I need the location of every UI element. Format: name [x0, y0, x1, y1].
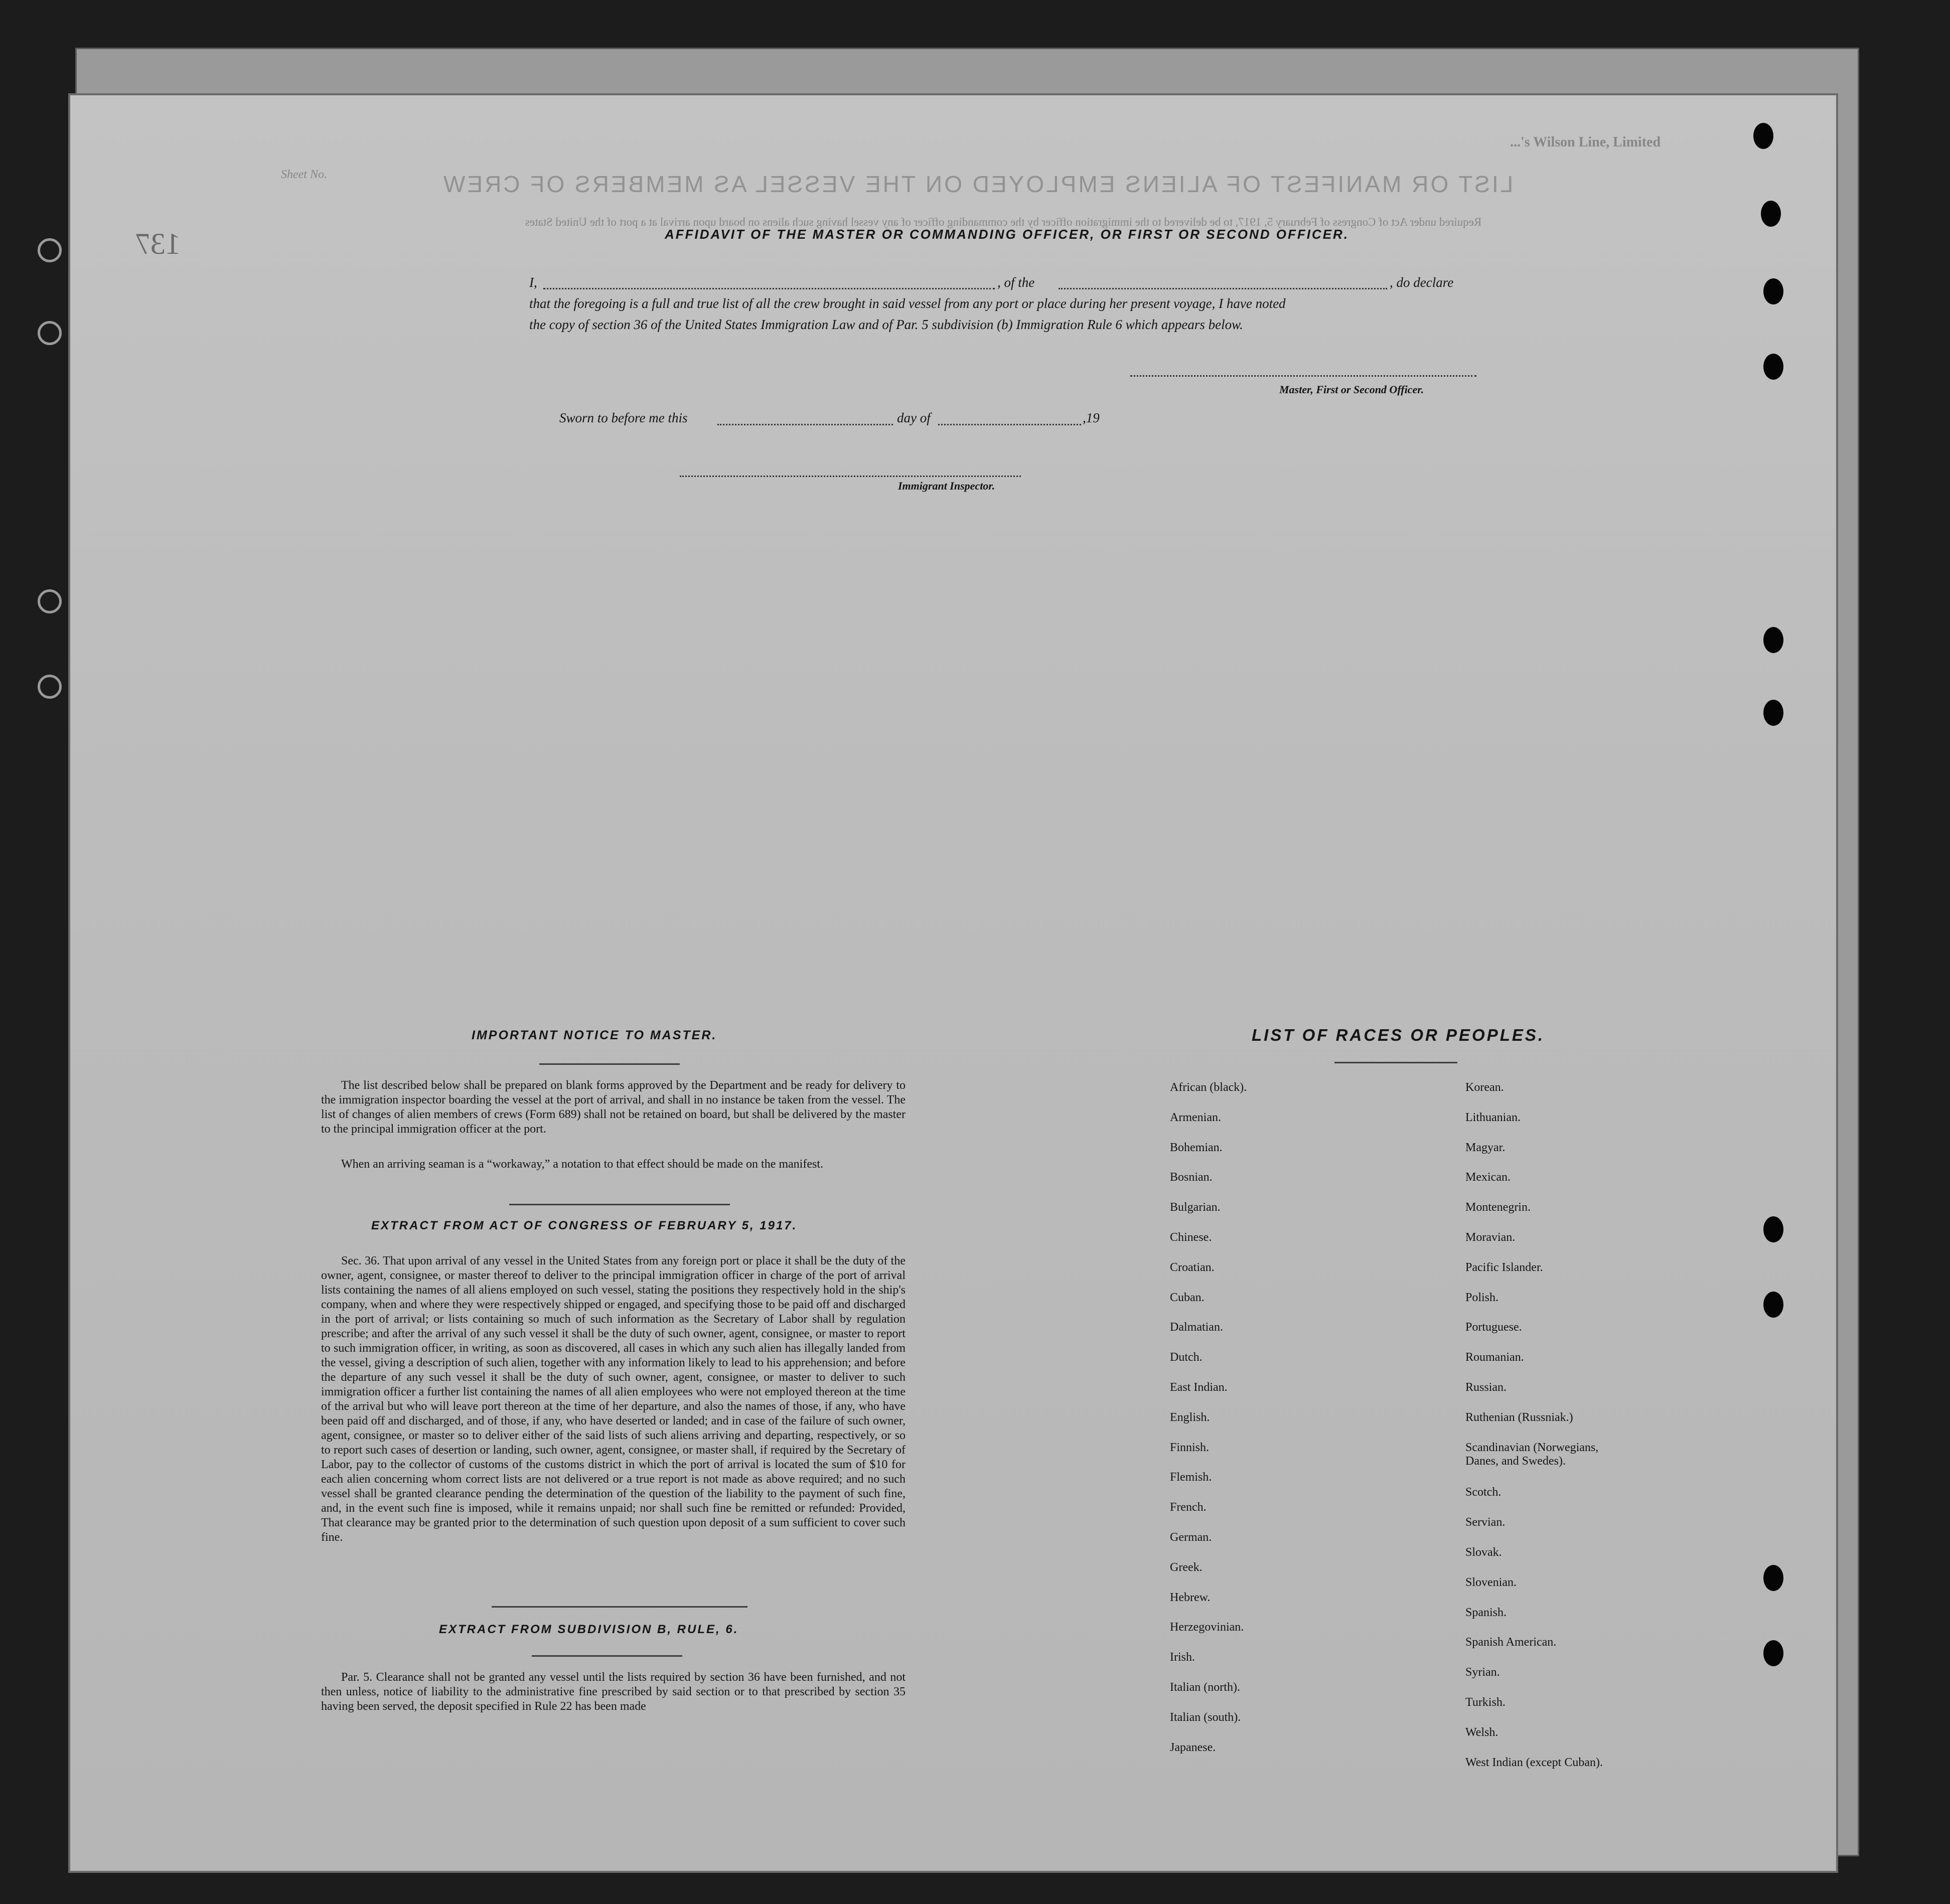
- rule-extract-title: EXTRACT FROM SUBDIVISION B, RULE, 6.: [439, 1623, 739, 1636]
- ghost-subtitle: Required under Act of Congress of February 5, 1917, to be delivered to the immigration officer by the commanding officer of any vessel having such aliens on board upon arrival at a port of the United States: [525, 216, 1482, 228]
- race-item: Roumanian.: [1465, 1351, 1524, 1364]
- race-item: English.: [1170, 1410, 1210, 1424]
- notice-paragraph-1: The list described below shall be prepared on blank forms approved by the Department and be ready for delivery to the immigration inspector boarding the vessel at the port of arrival, and shall in no instance be taken from the vessel. The list of changes of alien members of crews (Form 689) shall not be retained on board, but shall be delivered by the master to the principal immigration officer at the port.: [321, 1079, 906, 1136]
- rule-extract-paragraph: Par. 5. Clearance shall not be granted any vessel until the lists required by section 36 have been furnished, and not then unless, notice of liability to the administrative fine prescribed by said section or to that prescribed by section 35 having been served, the deposit specified in Rule 22 has been made: [321, 1671, 906, 1713]
- act-section-36: Sec. 36. That upon arrival of any vessel in the United States from any foreign port or place it shall be the duty of the owner, agent, consignee, or master thereof to deliver to the principal immigration officer in charge of the port of arrival lists containing the names of all aliens employed on such vessel, stating the positions they respectively hold in the ship's company, when and where they were respectively shipped or engaged, and specifying those to be paid off and discharged in the port of arrival; or lists containing so much of such information as the Secretary of Labor shall by regulation prescribe; and after the arrival of any such vessel it shall be the duty of such owner, agent, consignee, or master to report to such immigration officer, in writing, as soon as discovered, all cases in which any such alien has illegally landed from the vessel, giving a description of such alien, together with any information likely to lead to his apprehension; and before the departure of any such vessel it shall be the duty of such owner, agent, consignee, or master to deliver to such immigration officer a further list containing the names of all alien employees who were not employed thereon at the time of the arrival but who will leave port thereon at the time of her departure, and also the names of those, if any, who have been paid off and discharged, and of those, if any, who have deserted or landed; and in case of the failure of such owner, agent, consignee, or master so to deliver either of the said lists of such aliens arriving and departing, respectively, or so to report such cases of desertion or landing, such owner, agent, consignee, or master shall, if required by the Secretary of Labor, pay to the collector of customs of the customs district in which the port of arrival is located the sum of $10 for each alien concerning whom correct lists are not delivered or a true report is not made as above required; and no such vessel shall be granted clearance pending the determination of the question of the liability to the payment of such fine, and, in the event such fine is imposed, while it remains unpaid; nor shall such fine be remitted or refunded: Provided, That clearance may be granted prior to the determination of such question upon deposit of a sum sufficient to cover such fine.: [321, 1254, 906, 1544]
- race-item: Bosnian.: [1170, 1171, 1213, 1184]
- race-item: Polish.: [1465, 1291, 1499, 1304]
- act-rule-top: [509, 1204, 730, 1205]
- race-item: Flemish.: [1170, 1471, 1212, 1484]
- affidavit-title: AFFIDAVIT OF THE MASTER OR COMMANDING OFFICER, OR FIRST OR SECOND OFFICER.: [665, 227, 1349, 242]
- race-item: Moravian.: [1465, 1231, 1516, 1244]
- binder-hole: [1753, 123, 1773, 149]
- inspector-caption: Immigrant Inspector.: [898, 480, 995, 492]
- master-signature-line[interactable]: [1130, 375, 1476, 377]
- race-item: Servian.: [1465, 1516, 1506, 1529]
- race-item: Italian (south).: [1170, 1710, 1241, 1724]
- affidavit-of-the: , of the: [997, 275, 1035, 290]
- master-caption: Master, First or Second Officer.: [1279, 383, 1424, 396]
- inspector-signature-line[interactable]: [680, 475, 1021, 477]
- race-item: German.: [1170, 1531, 1212, 1544]
- rule-extract-rule-bottom: [532, 1655, 682, 1657]
- binder-hole: [1761, 201, 1781, 227]
- sworn-day-blank[interactable]: [717, 424, 893, 425]
- binder-hole: [1763, 1216, 1783, 1242]
- name-blank[interactable]: [543, 288, 995, 289]
- race-item: Slovak.: [1465, 1546, 1502, 1559]
- binder-hole: [1763, 627, 1783, 653]
- race-item: Lithuanian.: [1465, 1110, 1521, 1124]
- race-item: Bohemian.: [1170, 1141, 1223, 1154]
- race-item: Portuguese.: [1465, 1321, 1522, 1334]
- race-item: East Indian.: [1170, 1381, 1228, 1394]
- race-item: Hebrew.: [1170, 1591, 1211, 1604]
- race-item: Syrian.: [1465, 1666, 1500, 1679]
- day-of-label: day of: [897, 410, 931, 425]
- race-item: Russian.: [1465, 1381, 1507, 1394]
- binder-ring: [38, 589, 62, 613]
- binder-ring: [38, 238, 62, 262]
- race-item: Spanish American.: [1465, 1636, 1557, 1649]
- race-item: Spanish.: [1465, 1606, 1507, 1619]
- binder-hole: [1763, 1565, 1783, 1591]
- notice-paragraph-2: When an arriving seaman is a “workaway,” a notation to that effect should be made on the manifest.: [341, 1158, 823, 1171]
- race-item: Greek.: [1170, 1560, 1203, 1574]
- race-item: Turkish.: [1465, 1696, 1506, 1709]
- binder-hole: [1763, 354, 1783, 380]
- ghost-sheet: Sheet No.: [281, 168, 327, 181]
- race-item: Chinese.: [1170, 1231, 1212, 1244]
- binder-hole: [1763, 1292, 1783, 1318]
- race-item: Mexican.: [1465, 1171, 1511, 1184]
- races-title: LIST OF RACES OR PEOPLES.: [1252, 1026, 1545, 1044]
- binder-hole: [1763, 278, 1783, 304]
- race-item: African (black).: [1170, 1081, 1247, 1094]
- race-item: Slovenian.: [1465, 1575, 1517, 1589]
- race-item: Dalmatian.: [1170, 1321, 1223, 1334]
- binder-hole: [1763, 1640, 1783, 1666]
- race-item: Pacific Islander.: [1465, 1260, 1543, 1274]
- binder-ring: [38, 321, 62, 345]
- race-item: Herzegovinian.: [1170, 1621, 1244, 1634]
- sworn-label: Sworn to before me this: [559, 410, 688, 425]
- sworn-month-blank[interactable]: [938, 424, 1081, 425]
- race-item: Welsh.: [1465, 1725, 1498, 1739]
- race-item: Bulgarian.: [1170, 1201, 1221, 1214]
- affidavit-line-3: the copy of section 36 of the United States Immigration Law and of Par. 5 subdivision (b) Immigration Rule 6 which appears below.: [529, 317, 1243, 332]
- race-item: Italian (north).: [1170, 1681, 1240, 1694]
- race-item: Irish.: [1170, 1651, 1195, 1664]
- ghost-page-number: 137: [135, 227, 181, 260]
- race-item: Cuban.: [1170, 1291, 1205, 1304]
- notice-rule: [539, 1063, 680, 1065]
- race-item: Croatian.: [1170, 1260, 1215, 1274]
- race-item: Ruthenian (Russniak.): [1465, 1410, 1573, 1424]
- race-item: Armenian.: [1170, 1110, 1221, 1124]
- race-item: Scandinavian (Norwegians, Danes, and Swedes).: [1465, 1441, 1599, 1468]
- act-title: EXTRACT FROM ACT OF CONGRESS OF FEBRUARY 5, 1917.: [371, 1219, 798, 1232]
- races-rule: [1334, 1062, 1457, 1063]
- notice-title: IMPORTANT NOTICE TO MASTER.: [472, 1028, 717, 1042]
- race-item: Scotch.: [1465, 1486, 1502, 1499]
- binder-hole: [1763, 700, 1783, 726]
- rule-extract-rule-top: [492, 1606, 747, 1608]
- race-item: Dutch.: [1170, 1351, 1203, 1364]
- race-item: Korean.: [1465, 1081, 1504, 1094]
- race-item: Finnish.: [1170, 1441, 1210, 1454]
- year-label: ,19: [1083, 410, 1100, 425]
- race-item: Montenegrin.: [1465, 1201, 1531, 1214]
- affidavit-declare: , do declare: [1390, 275, 1454, 290]
- ghost-title: LIST OR MANIFEST OF ALIENS EMPLOYED ON THE VESSEL AS MEMBERS OF CREW: [441, 171, 1514, 197]
- binder-ring: [38, 675, 62, 699]
- affidavit-line-2: that the foregoing is a full and true list of all the crew brought in said vessel from any port or place during her present voyage, I have noted: [529, 296, 1286, 311]
- race-item: Japanese.: [1170, 1740, 1216, 1754]
- vessel-blank[interactable]: [1059, 288, 1387, 289]
- ghost-company: ...'s Wilson Line, Limited: [1510, 134, 1661, 150]
- race-item: West Indian (except Cuban).: [1465, 1756, 1603, 1769]
- manifest-page: [70, 95, 1836, 1871]
- race-item: French.: [1170, 1501, 1207, 1514]
- race-item: Magyar.: [1465, 1141, 1506, 1154]
- affidavit-i: I,: [529, 275, 537, 290]
